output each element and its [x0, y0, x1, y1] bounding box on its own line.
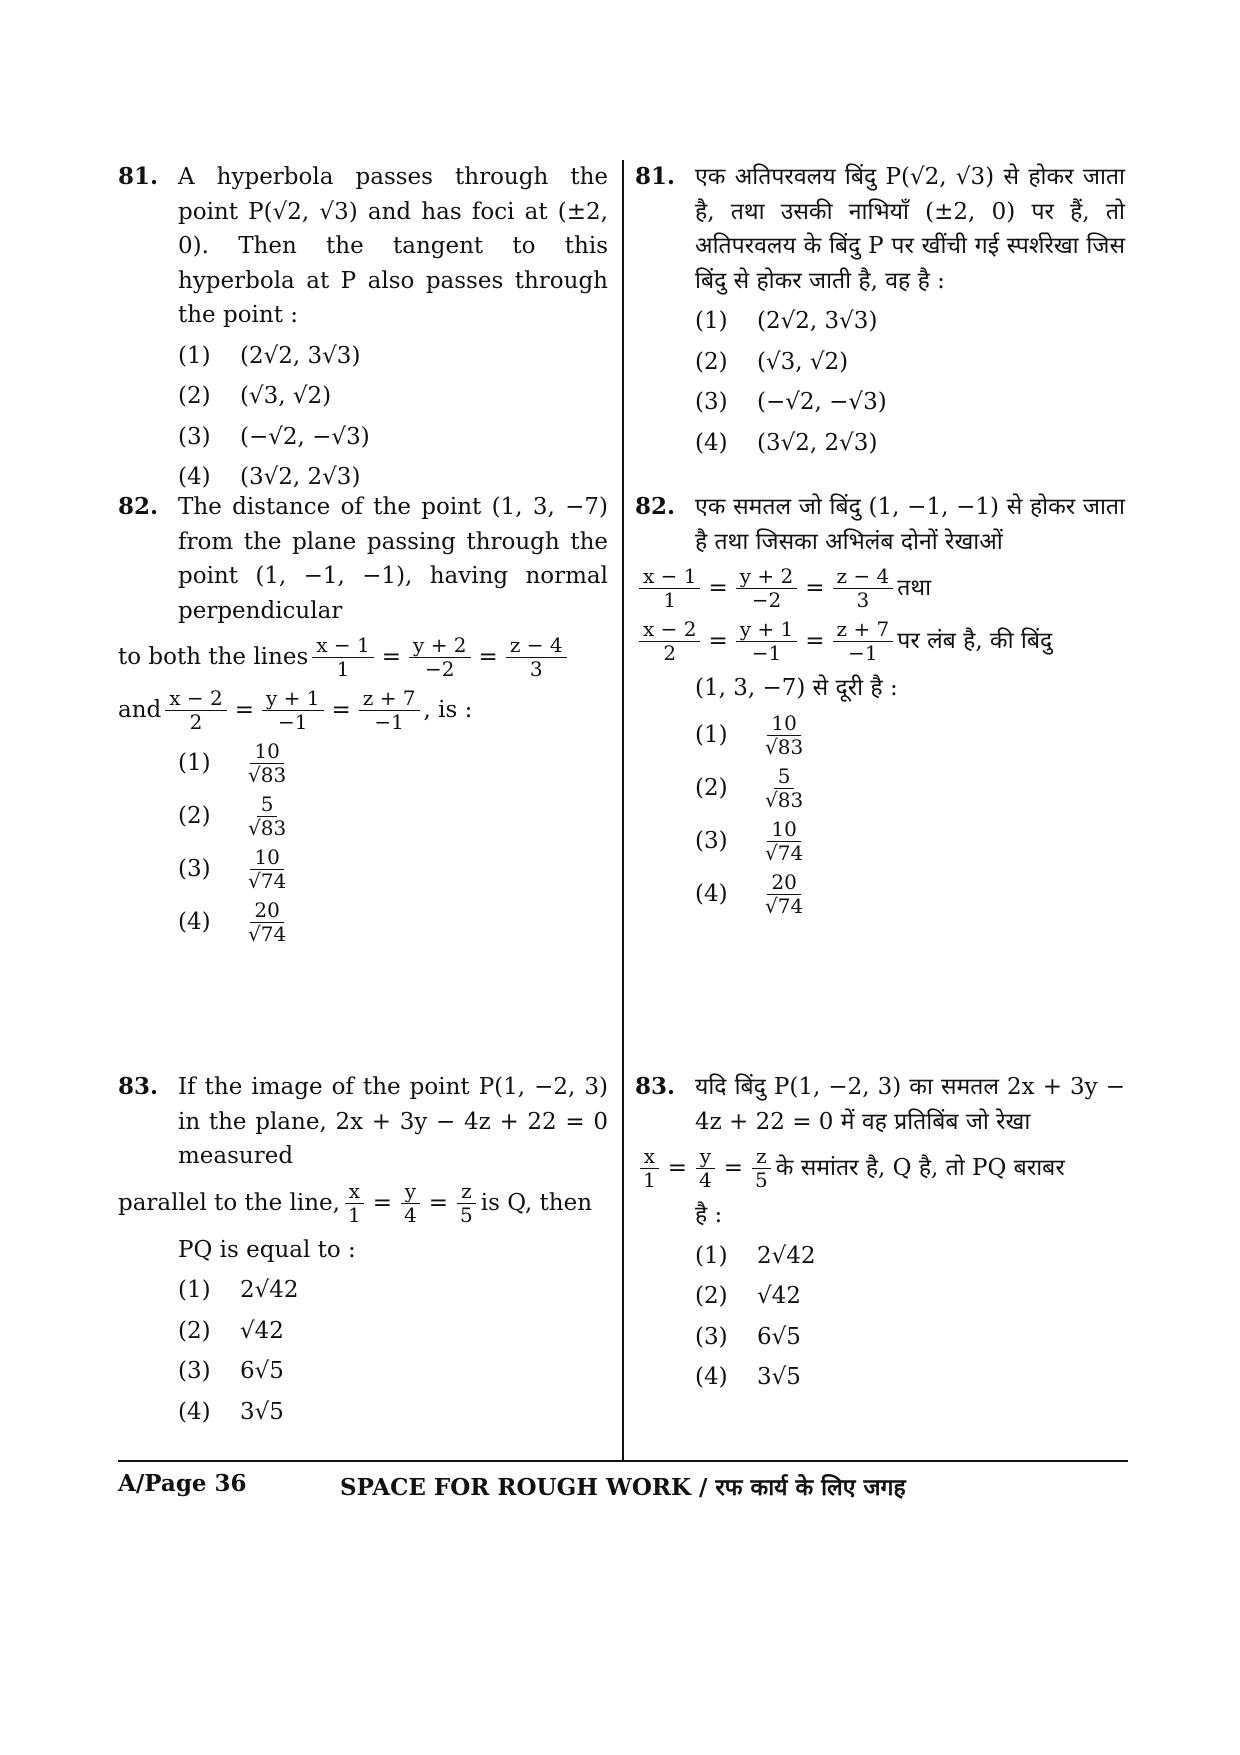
question-text: A hyperbola passes through the point P(√2, √3) and has foci at (±2, 0). Then the tangent to this hyperbola at P also passes through the point :	[178, 164, 608, 328]
question-text: एक समतल जो बिंदु (1, −1, −1) से होकर जाता है तथा जिसका अभिलंब दोनों रेखाओं	[695, 494, 1125, 555]
question-text-end: है :	[695, 1202, 723, 1228]
option-1: (1) (2√2, 3√3)	[178, 342, 361, 369]
option-3: (3) 10 √74	[695, 816, 804, 865]
page-number: A/Page 36	[118, 1470, 247, 1497]
option-3: (3) 6√5	[178, 1358, 284, 1384]
question-text-end: PQ is equal to :	[178, 1236, 356, 1263]
option-2: (2) 5 √83	[695, 763, 804, 812]
column-divider	[622, 160, 624, 1460]
question-number: 81.	[635, 163, 676, 190]
option-3: (3) (−√2, −√3)	[695, 389, 887, 415]
option-3: (3) 10 √74	[178, 845, 287, 893]
line-equation-2: $\frac{x - 2}{2}$ = $\frac{y + 1}{-1}$ = $\frac{z + 7}{-1}$ पर लंब है, की बिंदु	[635, 618, 1125, 665]
question-number: 83.	[118, 1073, 159, 1100]
line-equation-2: and $\frac{x - 2}{2}$ = $\frac{y + 1}{-1}$ = $\frac{z + 7}{-1}$ , is :	[118, 686, 473, 734]
line-equation-1: to both the lines $\frac{x - 1}{1}$ = $\frac{y + 2}{-2}$ = $\frac{z - 4}{3}$	[118, 634, 608, 681]
rough-work-label: SPACE FOR ROUGH WORK / रफ कार्य के लिए जगह	[340, 1474, 906, 1501]
question-81-en	[118, 160, 608, 495]
question-83-en	[118, 1070, 608, 1429]
option-4: (4) 20 √74	[178, 898, 287, 946]
option-3: (3) (−√2, −√3)	[178, 423, 370, 450]
question-text: यदि बिंदु P(1, −2, 3) का समतल 2x + 3y − 4z + 22 = 0 में वह प्रतिबिंब जो रेखा	[695, 1074, 1125, 1135]
question-text: If the image of the point P(1, −2, 3) in the plane, 2x + 3y − 4z + 22 = 0 measured	[178, 1074, 608, 1169]
question-text: एक अतिपरवलय बिंदु P(√2, √3) से होकर जाता है, तथा उसकी नाभियाँ (±2, 0) पर हैं, तो अतिपरवलय के बिंदु P पर खींची गई स्पर्शरेखा जिस बिंदु से होकर जाती है, वह है :	[695, 164, 1125, 294]
question-number: 81.	[118, 163, 159, 190]
question-82-en	[118, 490, 608, 946]
question-text: The distance of the point (1, 3, −7) from the plane passing through the point (1, −1, −1), having normal perpendicular	[178, 494, 608, 624]
question-83-hi	[635, 1070, 1125, 1395]
option-2: (2) 5 √83	[178, 792, 287, 840]
option-4: (4) 3√5	[178, 1398, 284, 1425]
option-2: (2) √42	[695, 1283, 801, 1309]
option-1: (1) 10 √83	[178, 739, 287, 787]
line-equation: $\frac{x}{1}$ = $\frac{y}{4}$ = $\frac{z}{5}$ के समांतर है, Q है, तो PQ बराबर	[635, 1145, 1125, 1192]
option-2: (2) (√3, √2)	[695, 348, 849, 375]
option-1: (1) 10 √83	[695, 710, 804, 759]
option-1: (1) 2√42	[178, 1277, 299, 1303]
question-number: 82.	[635, 493, 676, 520]
line-equation-1: $\frac{x - 1}{1}$ = $\frac{y + 2}{-2}$ = $\frac{z - 4}{3}$ तथा	[635, 565, 1125, 612]
option-4: (4) (3√2, 2√3)	[695, 429, 878, 456]
question-82-hi	[635, 490, 1125, 918]
option-4: (4) 3√5	[695, 1364, 801, 1390]
option-4: (4) (3√2, 2√3)	[178, 464, 361, 490]
footer-rule	[118, 1460, 1128, 1462]
option-4: (4) 20 √74	[695, 869, 804, 918]
option-3: (3) 6√5	[695, 1323, 801, 1350]
option-2: (2) √42	[178, 1317, 284, 1344]
question-81-hi	[635, 160, 1125, 460]
option-2: (2) (√3, √2)	[178, 383, 332, 409]
line-equation: parallel to the line, $\frac{x}{1}$ = $\frac{y}{4}$ = $\frac{z}{5}$ is Q, then	[118, 1178, 593, 1227]
question-text-end: (1, 3, −7) से दूरी है :	[695, 675, 898, 701]
question-number: 82.	[118, 493, 159, 520]
option-1: (1) (2√2, 3√3)	[695, 308, 878, 334]
question-number: 83.	[635, 1073, 676, 1100]
option-1: (1) 2√42	[695, 1242, 816, 1269]
